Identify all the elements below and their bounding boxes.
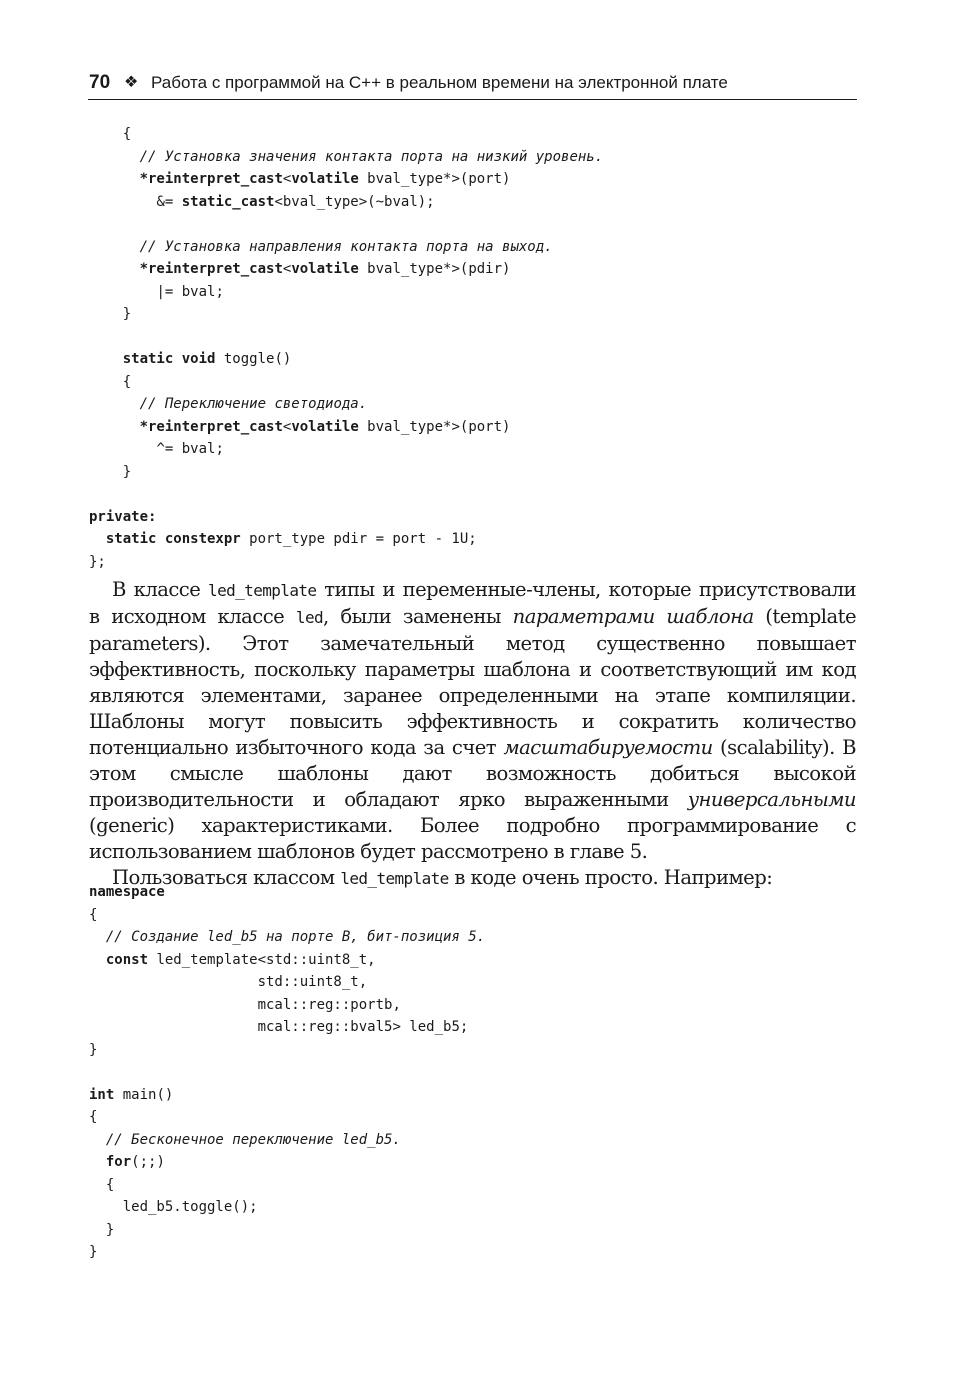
code-text: < [282, 171, 292, 187]
text-run: в коде очень просто. Например: [448, 866, 773, 889]
code-keyword: static void [122, 351, 216, 367]
code-line: { [122, 373, 132, 390]
code-keyword: *reinterpret_cast [139, 418, 283, 435]
emphasis: масштабируемости [503, 736, 713, 759]
text-run: , были заменены [323, 605, 513, 628]
code-text: port_type pdir = port - 1U; [240, 531, 477, 547]
code-keyword: *reinterpret_cast [139, 261, 283, 277]
code-comment: // Переключение светодиода. [139, 396, 368, 412]
code-text: main() [114, 1086, 174, 1103]
code-keyword: private: [89, 508, 157, 525]
text-run: (template parameters). Этот замечательный метод существенно повышает эффективность, поскольку параметры шаблона и соответствующий им код являются элементами, заранее определенными на этапе компиляции. Шаблоны могут повысить эффективность и сократить количество потенциально избыточного кода за счет [89, 605, 857, 759]
code-comment: // Бесконечное переключение led_b5. [105, 1131, 401, 1148]
code-keyword: *reinterpret_cast [139, 171, 283, 187]
code-line: { [122, 126, 132, 142]
body-text [89, 577, 856, 892]
code-text: ^= bval; [156, 441, 224, 457]
running-header [88, 70, 857, 100]
code-line: { [89, 906, 98, 923]
text-run: (scalability). В этом смысле шаблоны дают возможность добиться высокой производительности и обладают ярко выраженными [89, 736, 857, 811]
code-text: toggle() [215, 351, 292, 367]
code-listing-main [89, 881, 485, 1264]
code-keyword: for [105, 1154, 132, 1170]
code-text: <bval_type>(~bval); [274, 193, 435, 210]
code-keyword: volatile [291, 418, 359, 435]
code-line: }; [89, 553, 106, 570]
code-listing-led-template [89, 123, 603, 573]
code-line: } [89, 1041, 98, 1058]
text-run: В классе [112, 578, 209, 601]
code-comment: // Создание led_b5 на порте B, бит-позиция 5. [105, 929, 486, 945]
text-run: типы и переменные-члены, которые присутствовали в исходном классе [89, 578, 856, 628]
inline-code: led_template [208, 581, 317, 600]
code-text: < [282, 418, 292, 435]
code-keyword: static constexpr [105, 531, 241, 547]
chapter-title: Работа с программой на C++ в реальном времени на электронной плате [151, 73, 728, 92]
code-keyword: int [89, 1086, 115, 1103]
code-comment: // Установка направления контакта порта на выход. [139, 238, 553, 255]
code-text: bval_type*>(pdir) [358, 261, 511, 277]
paragraph-templates [89, 577, 856, 865]
code-text: (;;) [131, 1154, 165, 1170]
code-text: mcal::reg::portb, [257, 996, 401, 1013]
code-line: } [89, 1244, 98, 1260]
code-line: { [89, 1109, 98, 1125]
code-text: std::uint8_t, [257, 974, 368, 990]
code-text: bval_type*>(port) [358, 171, 511, 187]
code-text: < [282, 261, 292, 277]
emphasis: параметрами шаблона [512, 605, 754, 628]
code-line: } [122, 306, 132, 322]
inline-code: led_template [340, 869, 449, 888]
code-line: { [105, 1176, 115, 1193]
code-text: mcal::reg::bval5> led_b5; [257, 1019, 469, 1035]
code-line: } [105, 1221, 115, 1238]
code-comment: // Установка значения контакта порта на низкий уровень. [139, 148, 604, 165]
code-keyword: const [105, 951, 149, 968]
code-text: led_b5.toggle(); [122, 1199, 258, 1215]
code-line: } [122, 463, 132, 480]
inline-code: led [295, 608, 324, 627]
text-run: Пользоваться классом [112, 866, 341, 889]
emphasis: универсальными [687, 788, 856, 811]
text-run: (generic) характеристиками. Более подробно программирование с использованием шаблонов будет рассмотрено в главе 5. [89, 814, 856, 863]
page-number: 70 [89, 72, 111, 93]
code-keyword: namespace [89, 884, 165, 900]
code-text: &= [156, 193, 182, 210]
code-text: |= bval; [156, 283, 224, 300]
code-keyword: volatile [291, 171, 359, 187]
code-text: led_template<std::uint8_t, [148, 951, 376, 968]
code-keyword: volatile [291, 261, 359, 277]
code-text: bval_type*>(port) [358, 418, 511, 435]
code-keyword: static_cast [181, 193, 275, 210]
ornament-icon: ❖ [124, 74, 139, 91]
